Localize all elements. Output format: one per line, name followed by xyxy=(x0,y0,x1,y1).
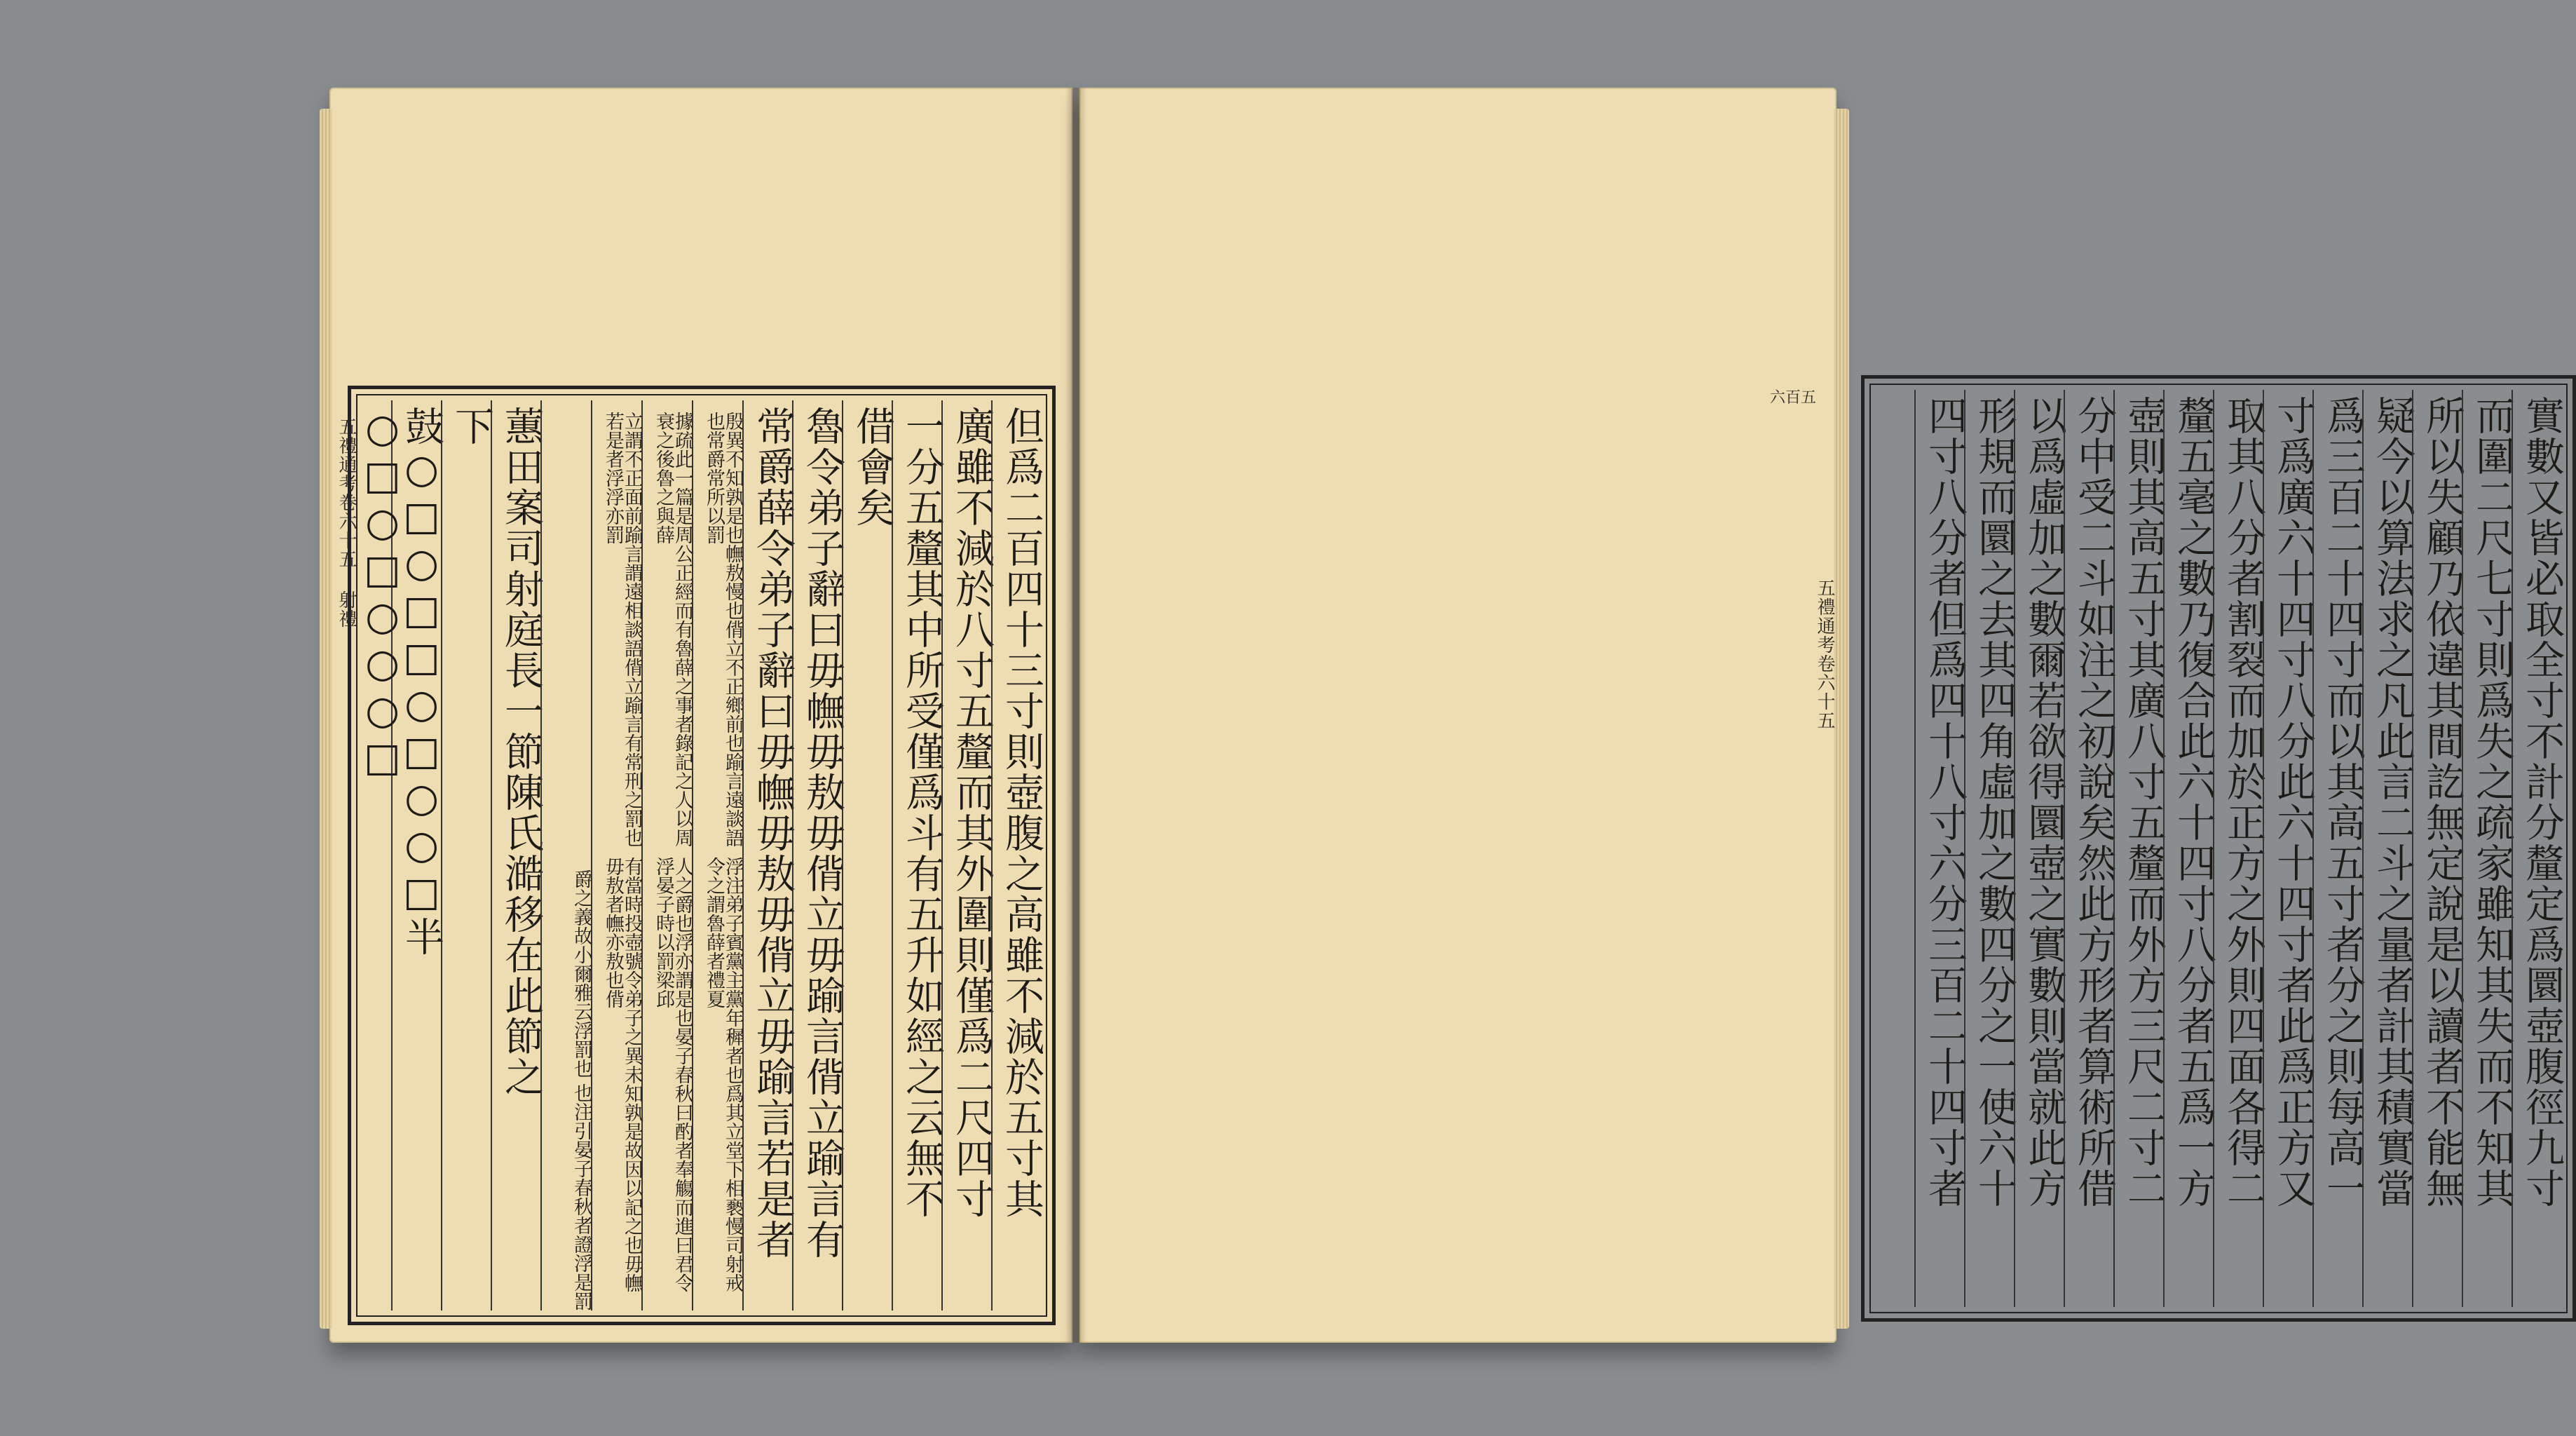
text-column: 常爵薛令弟子辭曰毋幠毋敖毋偝立毋踰言若是者 xyxy=(742,400,792,1310)
drum-notation-column: 鼓○□○□□○□○○□半○□○□○○○□ xyxy=(391,400,441,1310)
commentary-column xyxy=(692,400,742,1310)
text-column: 形規而圜之去其四角虛加之數四分之一使六十 xyxy=(1964,390,2014,1307)
commentary-column xyxy=(641,400,692,1310)
right-columns xyxy=(1876,390,2565,1307)
left-columns xyxy=(360,400,1044,1310)
commentary-line: 有當時投壺號令弟子之異未知孰是故因以記之也毋幠毋敖者幠亦敖也偝 xyxy=(602,856,643,1292)
commentary-line: 浮注弟子賓黨主黨年穉者也爲其立堂下相褻慢司射戒令之謂魯薛者禮夏 xyxy=(703,856,744,1292)
text-column: 壺則其高五寸其廣八寸五釐而外方三尺二寸二 xyxy=(2113,390,2163,1307)
left-page xyxy=(329,88,1072,1343)
text-column: 而圍二尺七寸則爲失之疏家雖知其失而不知其 xyxy=(2462,390,2512,1307)
commentary-line: 據疏此一篇是周公正經而有魯薛之事者錄記之人以周衰之後魯之與薛 xyxy=(653,412,693,847)
text-column: 釐五毫之數乃復合此六十四寸八分者五爲一方 xyxy=(2163,390,2213,1307)
text-column: 廣雖不減於八寸五釐而其外圍則僅爲二尺四寸 xyxy=(941,400,991,1310)
left-page-edges xyxy=(320,109,332,1329)
folio-number: 六百五 xyxy=(1770,389,1817,407)
text-column: 所以失顧乃依違其間訖無定說是以讀者不能無 xyxy=(2412,390,2462,1307)
left-spine-title: 五禮通考卷六十五 射禮 xyxy=(336,417,357,628)
text-column: 實數又皆必取全寸不計分釐定爲圜壺腹徑九寸 xyxy=(2512,390,2561,1307)
text-column: 一分五釐其中所受僅爲斗有五升如經之云無不 xyxy=(892,400,941,1310)
right-spine-title: 五禮通考卷六十五 xyxy=(1814,578,1835,730)
book-gutter xyxy=(1065,88,1086,1343)
open-book xyxy=(329,81,2565,1350)
text-column: 爲三百二十四寸而以其高五寸者分之則每高一 xyxy=(2312,390,2362,1307)
commentary-line: 也注引晏子春秋者證浮是罰 xyxy=(571,1083,592,1310)
text-column: 疑今以算法求之凡此言二斗之量者計其積實當 xyxy=(2362,390,2412,1307)
right-text-frame xyxy=(1861,375,2576,1322)
commentary-line: 人之爵也浮亦謂是也晏子春秋曰酌者奉觴而進曰君令浮晏子時以罰梁邱 xyxy=(653,856,693,1292)
commentary-line: 立謂不正面前踰言謂遠相談語偝立踰言有常刑之罰也若是者浮浮亦罰 xyxy=(602,412,643,847)
right-page xyxy=(1079,88,2565,1343)
text-column: 以爲虛加之數爾若欲得圜壺之實數則當就此方 xyxy=(2014,390,2064,1307)
commentary-column xyxy=(540,400,591,1310)
text-column: 四寸八分者但爲四十八寸六分三百二十四寸者 xyxy=(1914,390,1964,1307)
left-text-frame xyxy=(348,386,1056,1325)
text-column: 蕙田案司射庭長一節陳氏澔移在此節之 xyxy=(491,400,540,1310)
text-column: 下 xyxy=(441,400,491,1310)
commentary-column xyxy=(591,400,641,1310)
text-column: 魯令弟子辭曰毋幠毋敖毋偝立毋踰言偝立踰言有 xyxy=(792,400,842,1310)
text-column: 分中受二斗如注之初說矣然此方形者算術所借 xyxy=(2064,390,2113,1307)
text-column: 取其八分者割裂而加於正方之外則四面各得二 xyxy=(2213,390,2263,1307)
commentary-line: 殷異不知孰是也幠敖慢也偝立不正鄉前也踰言遠談語也常爵常所以罰 xyxy=(703,412,744,847)
text-column: 借會矣 xyxy=(842,400,892,1310)
commentary-line: 爵之義故小爾雅云浮罰也 xyxy=(571,869,592,1078)
text-column: 寸爲廣六十四寸八分此六十四寸者此爲正方又 xyxy=(2263,390,2312,1307)
text-column: 但爲二百四十三寸則壺腹之高雖不減於五寸其 xyxy=(991,400,1041,1310)
